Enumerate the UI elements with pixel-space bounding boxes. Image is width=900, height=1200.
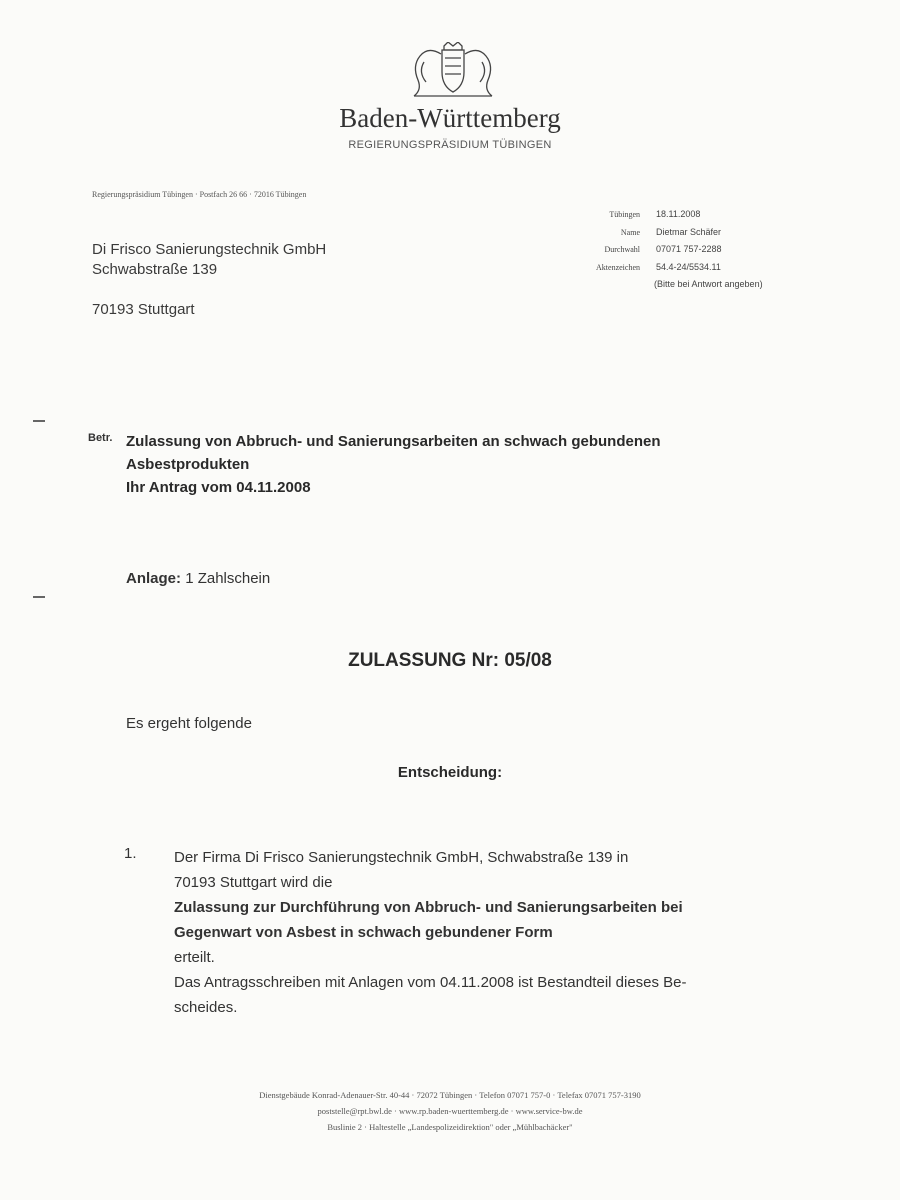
footer-contact: poststelle@rpt.bwl.de · www.rp.baden-wuerttemberg.de · www.service-bw.de [317,1106,583,1116]
recipient-company: Di Frisco Sanierungstechnik GmbH [92,241,327,258]
subject-marker: Betr. [88,432,113,444]
intro-text: Es ergeht folgende [126,715,252,732]
item-line-2: 70193 Stuttgart wird die [174,874,333,891]
item-line-1: Der Firma Di Frisco Sanierungstechnik GmbH, Schwabstraße 139 in [174,849,629,866]
meta-label-name: Name [620,227,640,237]
attachment-label: Anlage: [126,570,182,587]
recipient-city: 70193 Stuttgart [92,301,195,318]
agency-name: Baden-Württemberg [339,103,561,133]
meta-label-phone: Durchwahl [604,245,640,254]
subject-line-2: Asbestprodukten [126,456,250,473]
approval-heading: ZULASSUNG Nr: 05/08 [348,650,552,671]
footer-transit: Buslinie 2 · Haltestelle „Landespolizeidirektion" oder „Mühlbachäcker" [327,1122,573,1132]
subject-block [126,430,661,499]
punch-mark [33,596,45,598]
sender-address-line: Regierungspräsidium Tübingen · Postfach 26 66 · 72016 Tübingen [92,190,307,199]
fold-mark [33,420,45,422]
item-bold-1: Zulassung zur Durchführung von Abbruch- und Sanierungsarbeiten bei [174,899,683,916]
meta-values [656,206,763,294]
department-name: REGIERUNGSPRÄSIDIUM TÜBINGEN [348,139,552,151]
attachment-value: 1 Zahlschein [185,570,271,587]
item-line-5: scheides. [174,999,238,1016]
subject-line-1: Zulassung von Abbruch- und Sanierungsarbeiten an schwach gebundenen [126,433,661,450]
recipient-street: Schwabstraße 139 [92,261,218,278]
decision-heading: Entscheidung: [397,764,503,781]
subject-line-3: Ihr Antrag vom 04.11.2008 [126,479,311,496]
meta-label-reference: Aktenzeichen [596,262,640,272]
meta-label-place: Tübingen [609,210,640,219]
decision-item [174,845,814,1020]
meta-phone: 07071 757-2288 [656,244,722,254]
item-line-4: Das Antragsschreiben mit Anlagen vom 04.11.2008 ist Bestandteil dieses Be- [174,974,687,991]
item-line-3: erteilt. [174,949,215,966]
footer-address: Dienstgebäude Konrad-Adenauer-Str. 40-44 · 72072 Tübingen · Telefon 07071 757-0 · Telefax 07071 757-3190 [259,1090,641,1100]
coat-of-arms-icon [404,42,502,98]
meta-labels [596,206,640,276]
attachment-line [126,570,270,587]
meta-name: Dietmar Schäfer [656,226,722,237]
meta-reference: 54.4-24/5534.11 [656,261,721,272]
meta-reference-note: (Bitte bei Antwort angeben) [654,279,763,289]
item-number: 1. [124,845,137,862]
meta-date: 18.11.2008 [656,209,701,219]
item-bold-2: Gegenwart von Asbest in schwach gebundener Form [174,924,553,941]
